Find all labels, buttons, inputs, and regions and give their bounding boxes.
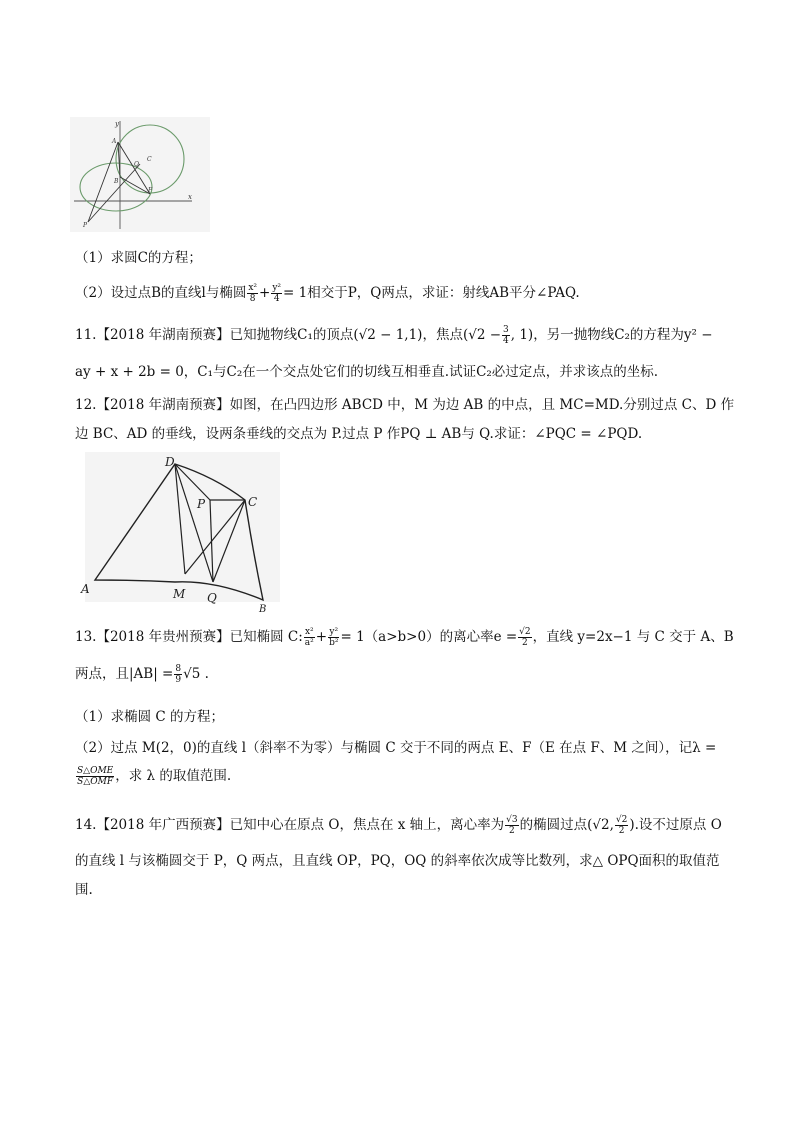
- label-y: y: [115, 120, 119, 128]
- label-f: F: [148, 187, 153, 194]
- label-p: P: [83, 222, 88, 229]
- label-p: P: [197, 497, 206, 511]
- label-m: M: [173, 587, 186, 601]
- figure-ellipse-circle: [70, 117, 210, 232]
- label-c: C: [248, 495, 258, 509]
- q10-part2: （2）设过点B的直线l与椭圆 $\frac{\text{x²}}{8}$ + $\frac{\text{y²}}{4}$ = 1相交于P，Q两点，求证：射线AB平分∠PAQ.: [75, 283, 580, 304]
- q11-line2: ay + x + 2b = 0，C₁与C₂在一个交点处它们的切线互相垂直.试证C₂必过定点，并求该点的坐标.: [75, 364, 659, 380]
- label-b: B: [114, 178, 119, 185]
- q13-part2-ratio: $\frac{\text{S△OME}}{\text{S△OMF}}$ ，求 λ 的取值范围.: [77, 766, 232, 787]
- figure-quadrilateral: [75, 452, 280, 614]
- q13-part1: （1）求椭圆 C 的方程；: [75, 709, 225, 725]
- q13-line2: 两点，且|AB| = $\frac{8}{9}$ √5 .: [75, 664, 209, 685]
- q14-line2: 的直线 l 与该椭圆交于 P，Q 两点，且直线 OP，PQ，OQ 的斜率依次成等比数列，求△ OPQ面积的取值范: [75, 853, 720, 869]
- q11-line1: 11.【2018 年湖南预赛】已知抛物线C₁的顶点(√2 − 1,1)，焦点(√2 − $\frac{3}{4}$ , 1)，另一抛物线C₂的方程为y² −: [75, 325, 713, 346]
- label-x: x: [188, 193, 192, 201]
- q12-line2: 边 BC、AD 的垂线，设两条垂线的交点为 P.过点 P 作PQ ⊥ AB与 Q.求证：∠PQC = ∠PQD.: [75, 426, 643, 442]
- q12-line1: 12.【2018 年湖南预赛】如图，在凸四边形 ABCD 中，M 为边 AB 的中点，且 MC=MD.分别过点 C、D 作: [75, 397, 735, 413]
- label-a: A: [112, 138, 117, 145]
- label-d: D: [165, 455, 175, 469]
- q14-line1: 14.【2018 年广西预赛】已知中心在原点 O，焦点在 x 轴上，离心率为 $\frac{√3}{2}$ 的椭圆过点(√2, $\frac{√2}{2}$ ).设不过原点 O: [75, 815, 722, 836]
- label-b: B: [259, 604, 267, 614]
- q14-line3: 围.: [75, 882, 93, 898]
- label-a: A: [81, 582, 90, 596]
- label-q: Q: [207, 591, 217, 605]
- q13-part2: （2）过点 M(2，0)的直线 l（斜率不为零）与椭圆 C 交于不同的两点 E、F（E 在点 F、M 之间），记λ =: [75, 740, 717, 756]
- label-q: Q: [134, 161, 139, 168]
- label-c: C: [147, 156, 152, 163]
- q10-part1: （1）求圆C的方程；: [75, 250, 202, 266]
- q13-line1: 13.【2018 年贵州预赛】已知椭圆 C: $\frac{\text{x²}}{\text{a²}}$ + $\frac{\text{y²}}{\text{b²}}$ = 1（a>b>0）的离心率e = $\frac{√2}{2}$ ，直线 y=2x−1 与 C 交于 A、B: [75, 627, 734, 648]
